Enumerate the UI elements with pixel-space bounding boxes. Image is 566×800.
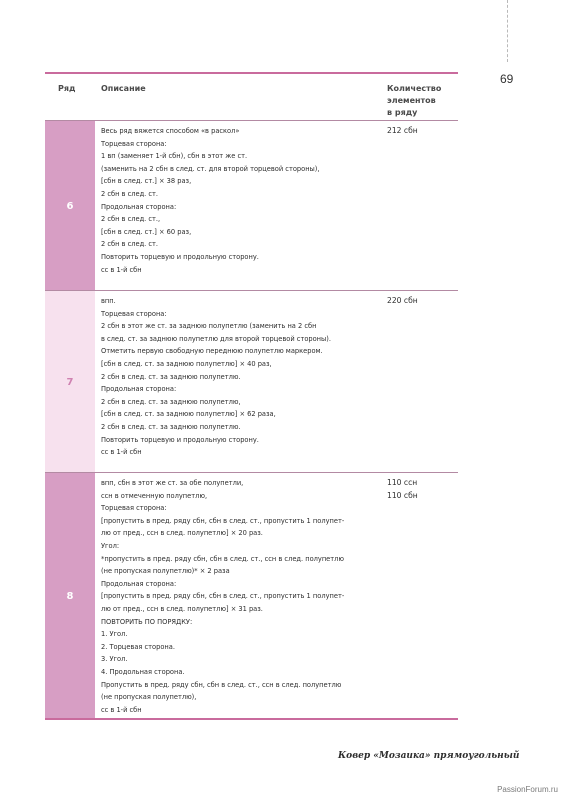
table-bottom-rule — [45, 718, 458, 720]
row-description-6 — [101, 125, 379, 276]
count-value: 220 сбн — [387, 296, 418, 305]
desc-line: (заменить на 2 сбн в след. ст. для второй торцевой стороны), — [101, 163, 320, 173]
desc-line: (не пропуская полупетлю)* × 2 раза — [101, 566, 230, 576]
desc-line: Весь ряд вяжется способом «в раскол» — [101, 126, 240, 135]
desc-line: [сбн в след. ст. за заднюю полупетлю] × 62 раза, — [101, 409, 276, 419]
page-number: 69 — [500, 72, 514, 86]
table-header — [45, 80, 458, 118]
desc-line: ссн в отмеченную полупетлю, — [101, 490, 208, 500]
header-count-line1: Количество — [387, 84, 442, 93]
header-description: Описание — [101, 84, 146, 93]
desc-line: впп. — [101, 296, 116, 305]
desc-line: 3. Угол. — [101, 654, 128, 664]
row-count-6 — [387, 125, 457, 138]
desc-line: 2 сбн в след. ст. — [101, 188, 159, 198]
desc-line: Продольная сторона: — [101, 201, 177, 211]
count-value: 110 ссн — [387, 478, 418, 487]
desc-line: ПОВТОРИТЬ ПО ПОРЯДКУ: — [101, 616, 193, 626]
desc-line: 2 сбн в след. ст. за заднюю полупетлю. — [101, 421, 241, 431]
desc-line: 2 сбн в след. ст. за заднюю полупетлю, — [101, 396, 241, 406]
row-number-6: 6 — [45, 121, 95, 291]
desc-line: 1. Угол. — [101, 629, 128, 639]
row-number-7: 7 — [45, 291, 95, 473]
desc-line: Торцевая сторона: — [101, 503, 167, 513]
desc-line: Торцевая сторона: — [101, 138, 167, 148]
desc-line: 2 сбн в этот же ст. за заднюю полупетлю (заменить на 2 сбн — [101, 321, 317, 331]
desc-line: Торцевая сторона: — [101, 308, 167, 318]
header-row: Ряд — [58, 84, 76, 93]
desc-line: в след. ст. за заднюю полупетлю для второй торцевой стороны). — [101, 333, 331, 343]
desc-line: впп, сбн в этот же ст. за обе полупетли, — [101, 478, 244, 487]
desc-line: [сбн в след. ст.] × 38 раз, — [101, 176, 192, 186]
row-count-8 — [387, 477, 457, 502]
desc-line: Повторить торцевую и продольную сторону. — [101, 251, 259, 261]
desc-line: 2 сбн в след. ст. за заднюю полупетлю. — [101, 371, 241, 381]
desc-line: Угол: — [101, 540, 120, 550]
desc-line: 2 сбн в след. ст., — [101, 214, 161, 224]
table-row-6 — [45, 120, 458, 291]
header-count — [387, 83, 457, 119]
count-value: 110 сбн — [387, 490, 418, 500]
desc-line: [сбн в след. ст. за заднюю полупетлю] × 40 раз, — [101, 358, 272, 368]
table-row-7 — [45, 290, 458, 473]
row-description-7 — [101, 295, 379, 459]
desc-line: лю от пред., ссн в след. полупетлю] × 31 раз. — [101, 603, 263, 613]
desc-line: *пропустить в пред. ряду сбн, сбн в след. ст., ссн в след. полупетлю — [101, 553, 344, 563]
header-count-line3: в ряду — [387, 108, 418, 117]
row-count-7 — [387, 295, 457, 308]
desc-line: Пропустить в пред. ряду сбн, сбн в след. ст., ссн в след. полупетлю — [101, 679, 342, 689]
desc-line: Отметить первую свободную переднюю полупетлю маркером. — [101, 346, 323, 356]
watermark: PassionForum.ru — [497, 785, 558, 794]
desc-line: 2. Торцевая сторона. — [101, 641, 175, 651]
desc-line: [пропустить в пред. ряду сбн, сбн в след. ст., пропустить 1 полупет- — [101, 515, 345, 525]
row-number-8: 8 — [45, 473, 95, 719]
row-description-8 — [101, 477, 379, 716]
header-count-line2: элементов — [387, 96, 436, 105]
footer-title: Ковер «Мозаика» прямоугольный — [338, 751, 520, 761]
table-top-rule — [45, 72, 458, 74]
desc-line: [сбн в след. ст.] × 60 раз, — [101, 226, 192, 236]
desc-line: Продольная сторона: — [101, 578, 177, 588]
desc-line: (не пропуская полупетлю), — [101, 692, 197, 702]
desc-line: сс в 1-й сбн — [101, 447, 142, 457]
desc-line: Повторить торцевую и продольную сторону. — [101, 434, 259, 444]
desc-line: Продольная сторона: — [101, 384, 177, 394]
desc-line: 1 вп (заменяет 1-й сбн), сбн в этот же ст. — [101, 151, 248, 161]
table-row-8 — [45, 472, 458, 719]
desc-line: сс в 1-й сбн — [101, 264, 142, 274]
page-edge-dashed-line — [507, 0, 508, 62]
desc-line: сс в 1-й сбн — [101, 704, 142, 714]
desc-line: 4. Продольная сторона. — [101, 666, 185, 676]
desc-line: 2 сбн в след. ст. — [101, 239, 159, 249]
count-value: 212 сбн — [387, 126, 418, 135]
desc-line: [пропустить в пред. ряду сбн, сбн в след. ст., пропустить 1 полупет- — [101, 591, 345, 601]
desc-line: лю от пред., ссн в след. полупетлю] × 20 раз. — [101, 528, 263, 538]
